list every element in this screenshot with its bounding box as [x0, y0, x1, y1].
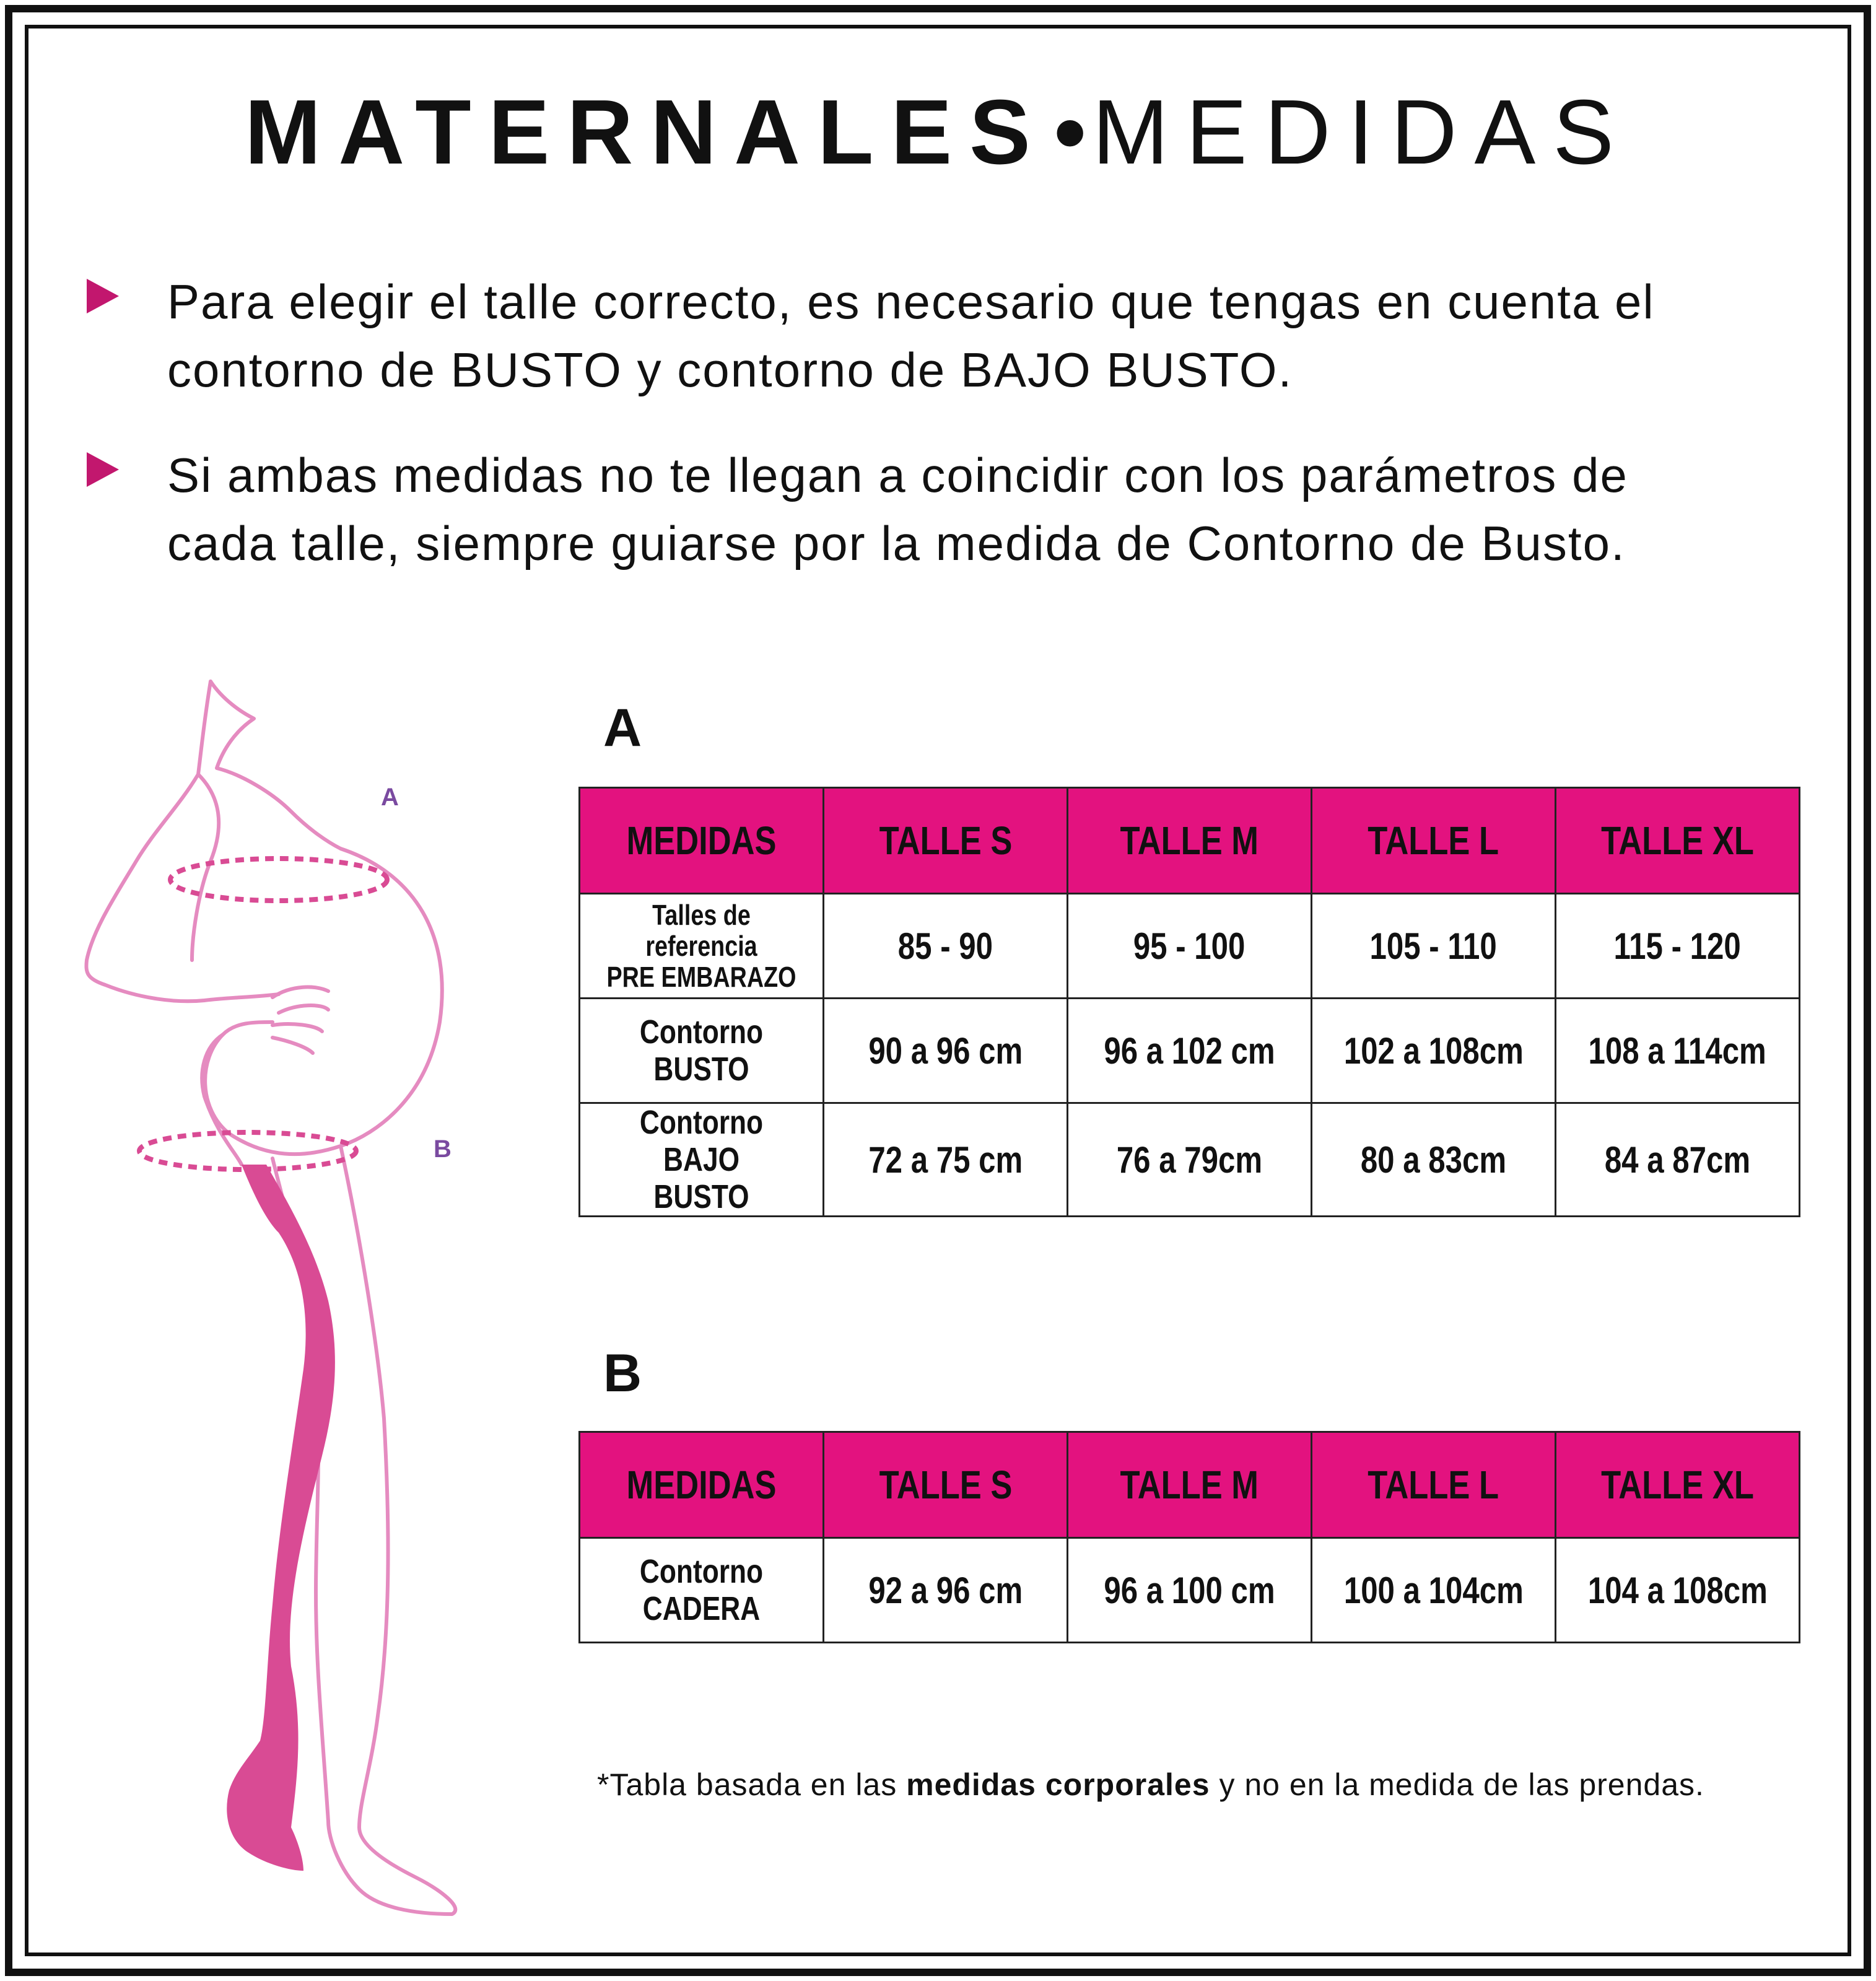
- bullet-line: Para elegir el talle correcto, es necesario que tengas en cuenta el: [167, 274, 1655, 329]
- table-cell: 104 a 108cm: [1556, 1538, 1800, 1643]
- title-light: MEDIDAS: [1092, 81, 1631, 183]
- table-cell: 115 - 120: [1556, 894, 1800, 999]
- table-row: [580, 999, 1800, 1103]
- header-cell: MEDIDAS: [580, 788, 824, 894]
- bullet-line: cada talle, siempre guiarse por la medida de Contorno de Busto.: [167, 516, 1626, 571]
- title-strong: MATERNALES: [245, 81, 1048, 183]
- header-cell: TALLE M: [1068, 788, 1312, 894]
- table-header-row: [580, 1432, 1800, 1538]
- marker-b-label: B: [434, 1135, 452, 1163]
- arm-outline: [86, 681, 279, 1001]
- header-cell: TALLE S: [824, 788, 1068, 894]
- pregnant-figure-illustration: [68, 675, 489, 1920]
- table-a-label: A: [603, 698, 642, 758]
- bullet-line: contorno de BUSTO y contorno de BAJO BUSTO.: [167, 343, 1293, 397]
- table-b-label: B: [603, 1344, 642, 1403]
- table-cell: 92 a 96 cm: [824, 1538, 1068, 1643]
- footnote: [597, 1767, 1704, 1803]
- header-cell: TALLE L: [1312, 788, 1556, 894]
- page-title: [0, 81, 1876, 183]
- table-row: [580, 1103, 1800, 1217]
- table-cell: 102 a 108cm: [1312, 999, 1556, 1103]
- head-outline: [211, 681, 341, 849]
- table-header-row: [580, 788, 1800, 894]
- row-label: Contorno BAJO BUSTO: [580, 1103, 824, 1217]
- table-cell: 108 a 114cm: [1556, 999, 1800, 1103]
- bullet-line: Si ambas medidas no te llegan a coincidir con los parámetros de: [167, 448, 1628, 502]
- table-b: [578, 1431, 1800, 1643]
- title-separator: •: [1054, 81, 1086, 183]
- header-cell: TALLE L: [1312, 1432, 1556, 1538]
- play-arrow-icon: [87, 452, 119, 487]
- hand-outline: [273, 987, 328, 1053]
- marker-a-label: A: [381, 784, 399, 811]
- header-cell: TALLE XL: [1556, 788, 1800, 894]
- table-cell: 85 - 90: [824, 894, 1068, 999]
- header-cell: MEDIDAS: [580, 1432, 824, 1538]
- table-cell: 105 - 110: [1312, 894, 1556, 999]
- row-label: Contorno CADERA: [580, 1538, 824, 1643]
- table-row: [580, 894, 1800, 999]
- table-cell: 76 a 79cm: [1068, 1103, 1312, 1217]
- footnote-text: *Tabla basada en las: [597, 1767, 907, 1802]
- table-cell: 80 a 83cm: [1312, 1103, 1556, 1217]
- header-cell: TALLE M: [1068, 1432, 1312, 1538]
- table-cell: 95 - 100: [1068, 894, 1312, 999]
- table-cell: 72 a 75 cm: [824, 1103, 1068, 1217]
- table-cell: 96 a 100 cm: [1068, 1538, 1312, 1643]
- table-cell: 100 a 104cm: [1312, 1538, 1556, 1643]
- belly-outline: [205, 849, 442, 1154]
- bullet-item: [87, 441, 1796, 577]
- front-leg-outline: [328, 1146, 455, 1914]
- header-cell: TALLE XL: [1556, 1432, 1800, 1538]
- table-cell: 90 a 96 cm: [824, 999, 1068, 1103]
- footnote-text: y no en la medida de las prendas.: [1210, 1767, 1704, 1802]
- table-a: [578, 787, 1800, 1217]
- row-label: Talles de referencia PRE EMBARAZO: [580, 894, 824, 999]
- table-cell: 84 a 87cm: [1556, 1103, 1800, 1217]
- table-cell: 96 a 102 cm: [1068, 999, 1312, 1103]
- row-label: Contorno BUSTO: [580, 999, 824, 1103]
- play-arrow-icon: [87, 279, 119, 313]
- bullet-item: [87, 268, 1796, 404]
- table-row: [580, 1538, 1800, 1643]
- header-cell: TALLE S: [824, 1432, 1068, 1538]
- footnote-bold: medidas corporales: [906, 1767, 1210, 1802]
